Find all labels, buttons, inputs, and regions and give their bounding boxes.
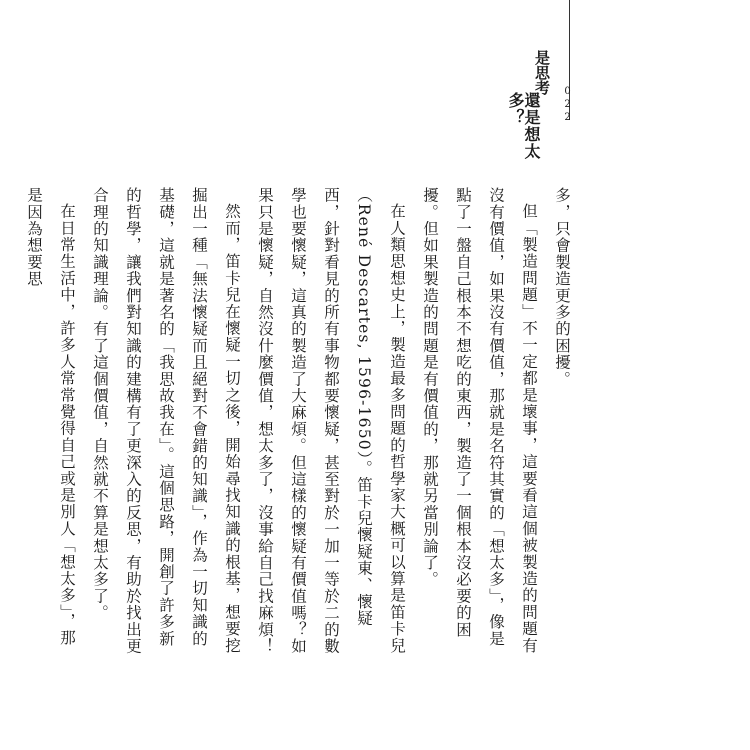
paragraph-5: 在日常生活中，許多人常常覺得自己或是別人「想太多」，那是因為想要思 xyxy=(25,187,76,646)
paragraph-2: 但「製造問題」不一定都是壞事，這要看這個被製造的問題有沒有價值，如果沒有價值，那就是名符其實的「想太多」，像是點了一盤自己根本不想吃的東西，製造了一個根本沒必要的困擾。但如果製造的問題是有價值的，那就另當別論了。 xyxy=(421,187,538,654)
paragraph-4: 然而，笛卡兒在懷疑一切之後，開始尋找知識的根基，想要挖掘出一種「無法懷疑而且絕對不會錯的知識」，作為一切知識的基礎，這就是著名的「我思故我在」。這個思路，開創了許多新的哲學，讓我們對知識的建構有了更深入的反思，有助於找出更合理的知識理論。有了這個價值，自然就不算是想太多了。 xyxy=(91,187,241,655)
running-header-title-line1: 是思考 xyxy=(533,50,551,95)
page-number: 022 xyxy=(562,86,573,125)
paragraph-1: 多，只會製造更多的困擾。 xyxy=(553,187,571,388)
body-text xyxy=(25,187,578,657)
running-header-title-line2: 還是想太多？ xyxy=(506,92,541,160)
paragraph-3: 在人類思想史上，製造最多問題的哲學家大概可以算是笛卡兒（René Descartes, 1596-1650）。笛卡兒懷疑東、懷疑西，針對看見的所有事物都要懷疑，甚至對於一加一等於二的數學也要懷疑，這真的製造了大麻煩。但這樣的懷疑有價值嗎？如果只是懷疑，自然沒什麼價值，想太多了，沒事給自己找麻煩！ xyxy=(256,187,406,655)
